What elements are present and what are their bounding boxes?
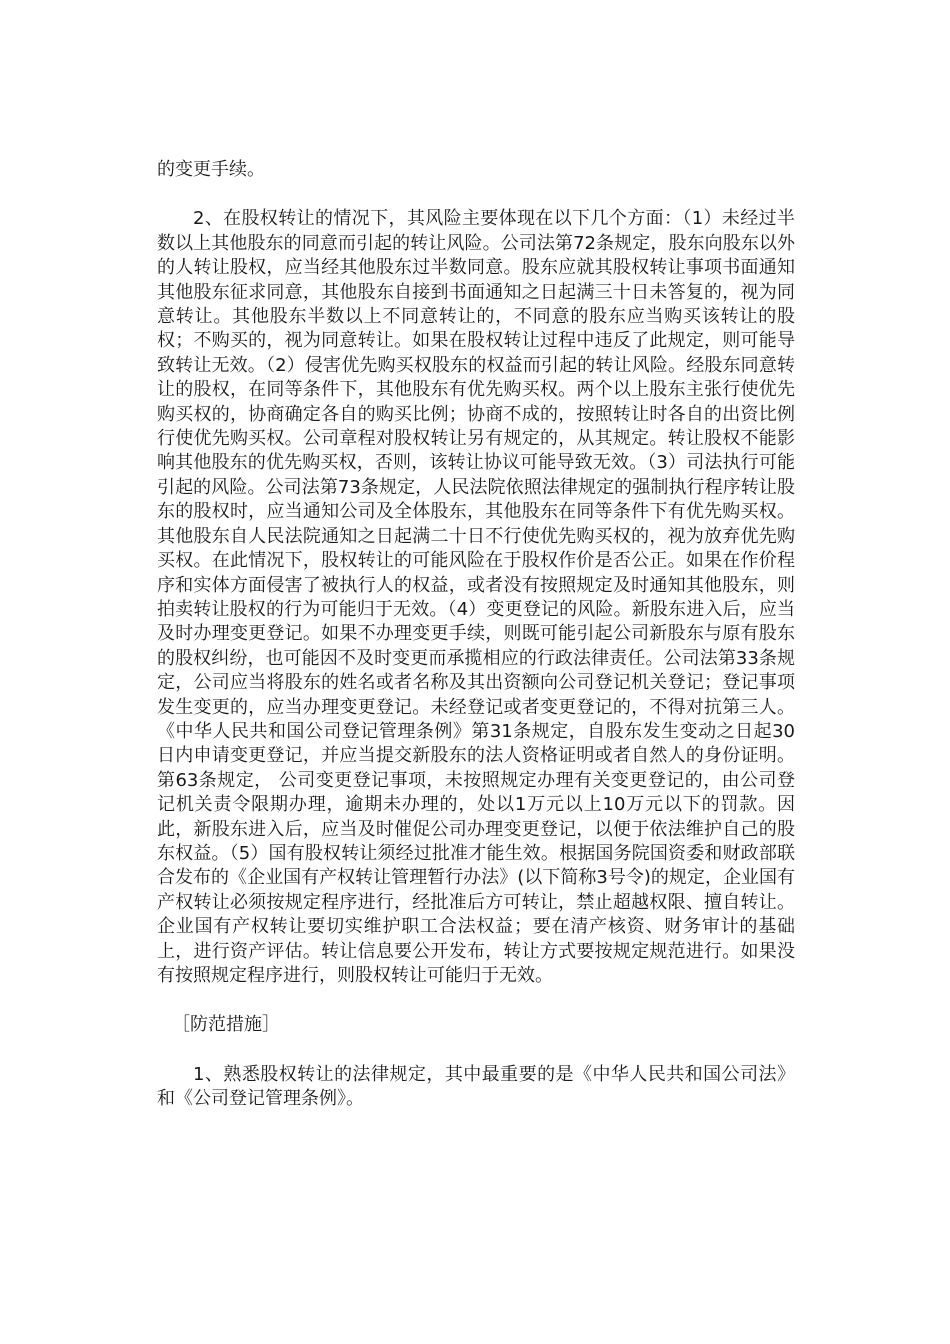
measure-paragraph-1: 1、熟悉股权转让的法律规定，其中最重要的是《中华人民共和国公司法》和《公司登记管理条例》。	[157, 1063, 795, 1110]
document-body	[157, 158, 795, 1112]
risks-paragraph: 2、在股权转让的情况下，其风险主要体现在以下几个方面：（1）未经过半数以上其他股东的同意而引起的转让风险。公司法第72条规定，股东向股东以外的人转让股权，应当经其他股东过半数同意。股东应就其股权转让事项书面通知其他股东征求同意，其他股东自接到书面通知之日起满三十日未答复的，视为同意转让。其他股东半数以上不同意转让的，不同意的股东应当购买该转让的股权；不购买的，视为同意转让。如果在股权转让过程中违反了此规定，则可能导致转让无效。（2）侵害优先购买权股东的权益而引起的转让风险。经股东同意转让的股权，在同等条件下，其他股东有优先购买权。两个以上股东主张行使优先购买权的，协商确定各自的购买比例；协商不成的，按照转让时各自的出资比例行使优先购买权。公司章程对股权转让另有规定的，从其规定。转让股权不能影响其他股东的优先购买权，否则，该转让协议可能导致无效。（3）司法执行可能引起的风险。公司法第73条规定，人民法院依照法律规定的强制执行程序转让股东的股权时，应当通知公司及全体股东，其他股东在同等条件下有优先购买权。其他股东自人民法院通知之日起满二十日不行使优先购买权的，视为放弃优先购买权。在此情况下，股权转让的可能风险在于股权作价是否公正。如果在作价程序和实体方面侵害了被执行人的权益，或者没有按照规定及时通知其他股东，则拍卖转让股权的行为可能归于无效。（4）变更登记的风险。新股东进入后，应当及时办理变更登记。如果不办理变更手续，则既可能引起公司新股东与原有股东的股权纠纷，也可能因不及时变更而承揽相应的行政法律责任。公司法第33条规定，公司应当将股东的姓名或者名称及其出资额向公司登记机关登记；登记事项发生变更的，应当办理变更登记。未经登记或者变更登记的，不得对抗第三人。《中华人民共和国公司登记管理条例》第31条规定，自股东发生变动之日起30日内申请变更登记，并应当提交新股东的法人资格证明或者自然人的身份证明。第63条规定， 公司变更登记事项，未按照规定办理有关变更登记的，由公司登记机关责令限期办理，逾期未办理的，处以1万元以上10万元以下的罚款。因此，新股东进入后，应当及时催促公司办理变更登记，以便于依法维护自己的股东权益。（5）国有股权转让须经过批准才能生效。根据国务院国资委和财政部联合发布的《企业国有产权转让管理暂行办法》(以下简称3号令)的规定，企业国有产权转让必须按规定程序进行，经批准后方可转让，禁止超越权限、擅自转让。企业国有产权转让要切实维护职工合法权益；要在清产核资、财务审计的基础上，进行资产评估。转让信息要公开发布，转让方式要按规定规范进行。如果没有按照规定程序进行，则股权转让可能归于无效。	[157, 208, 795, 986]
continuation-paragraph: 的变更手续。	[157, 159, 265, 180]
section-heading: ［防范措施］	[172, 1014, 280, 1036]
